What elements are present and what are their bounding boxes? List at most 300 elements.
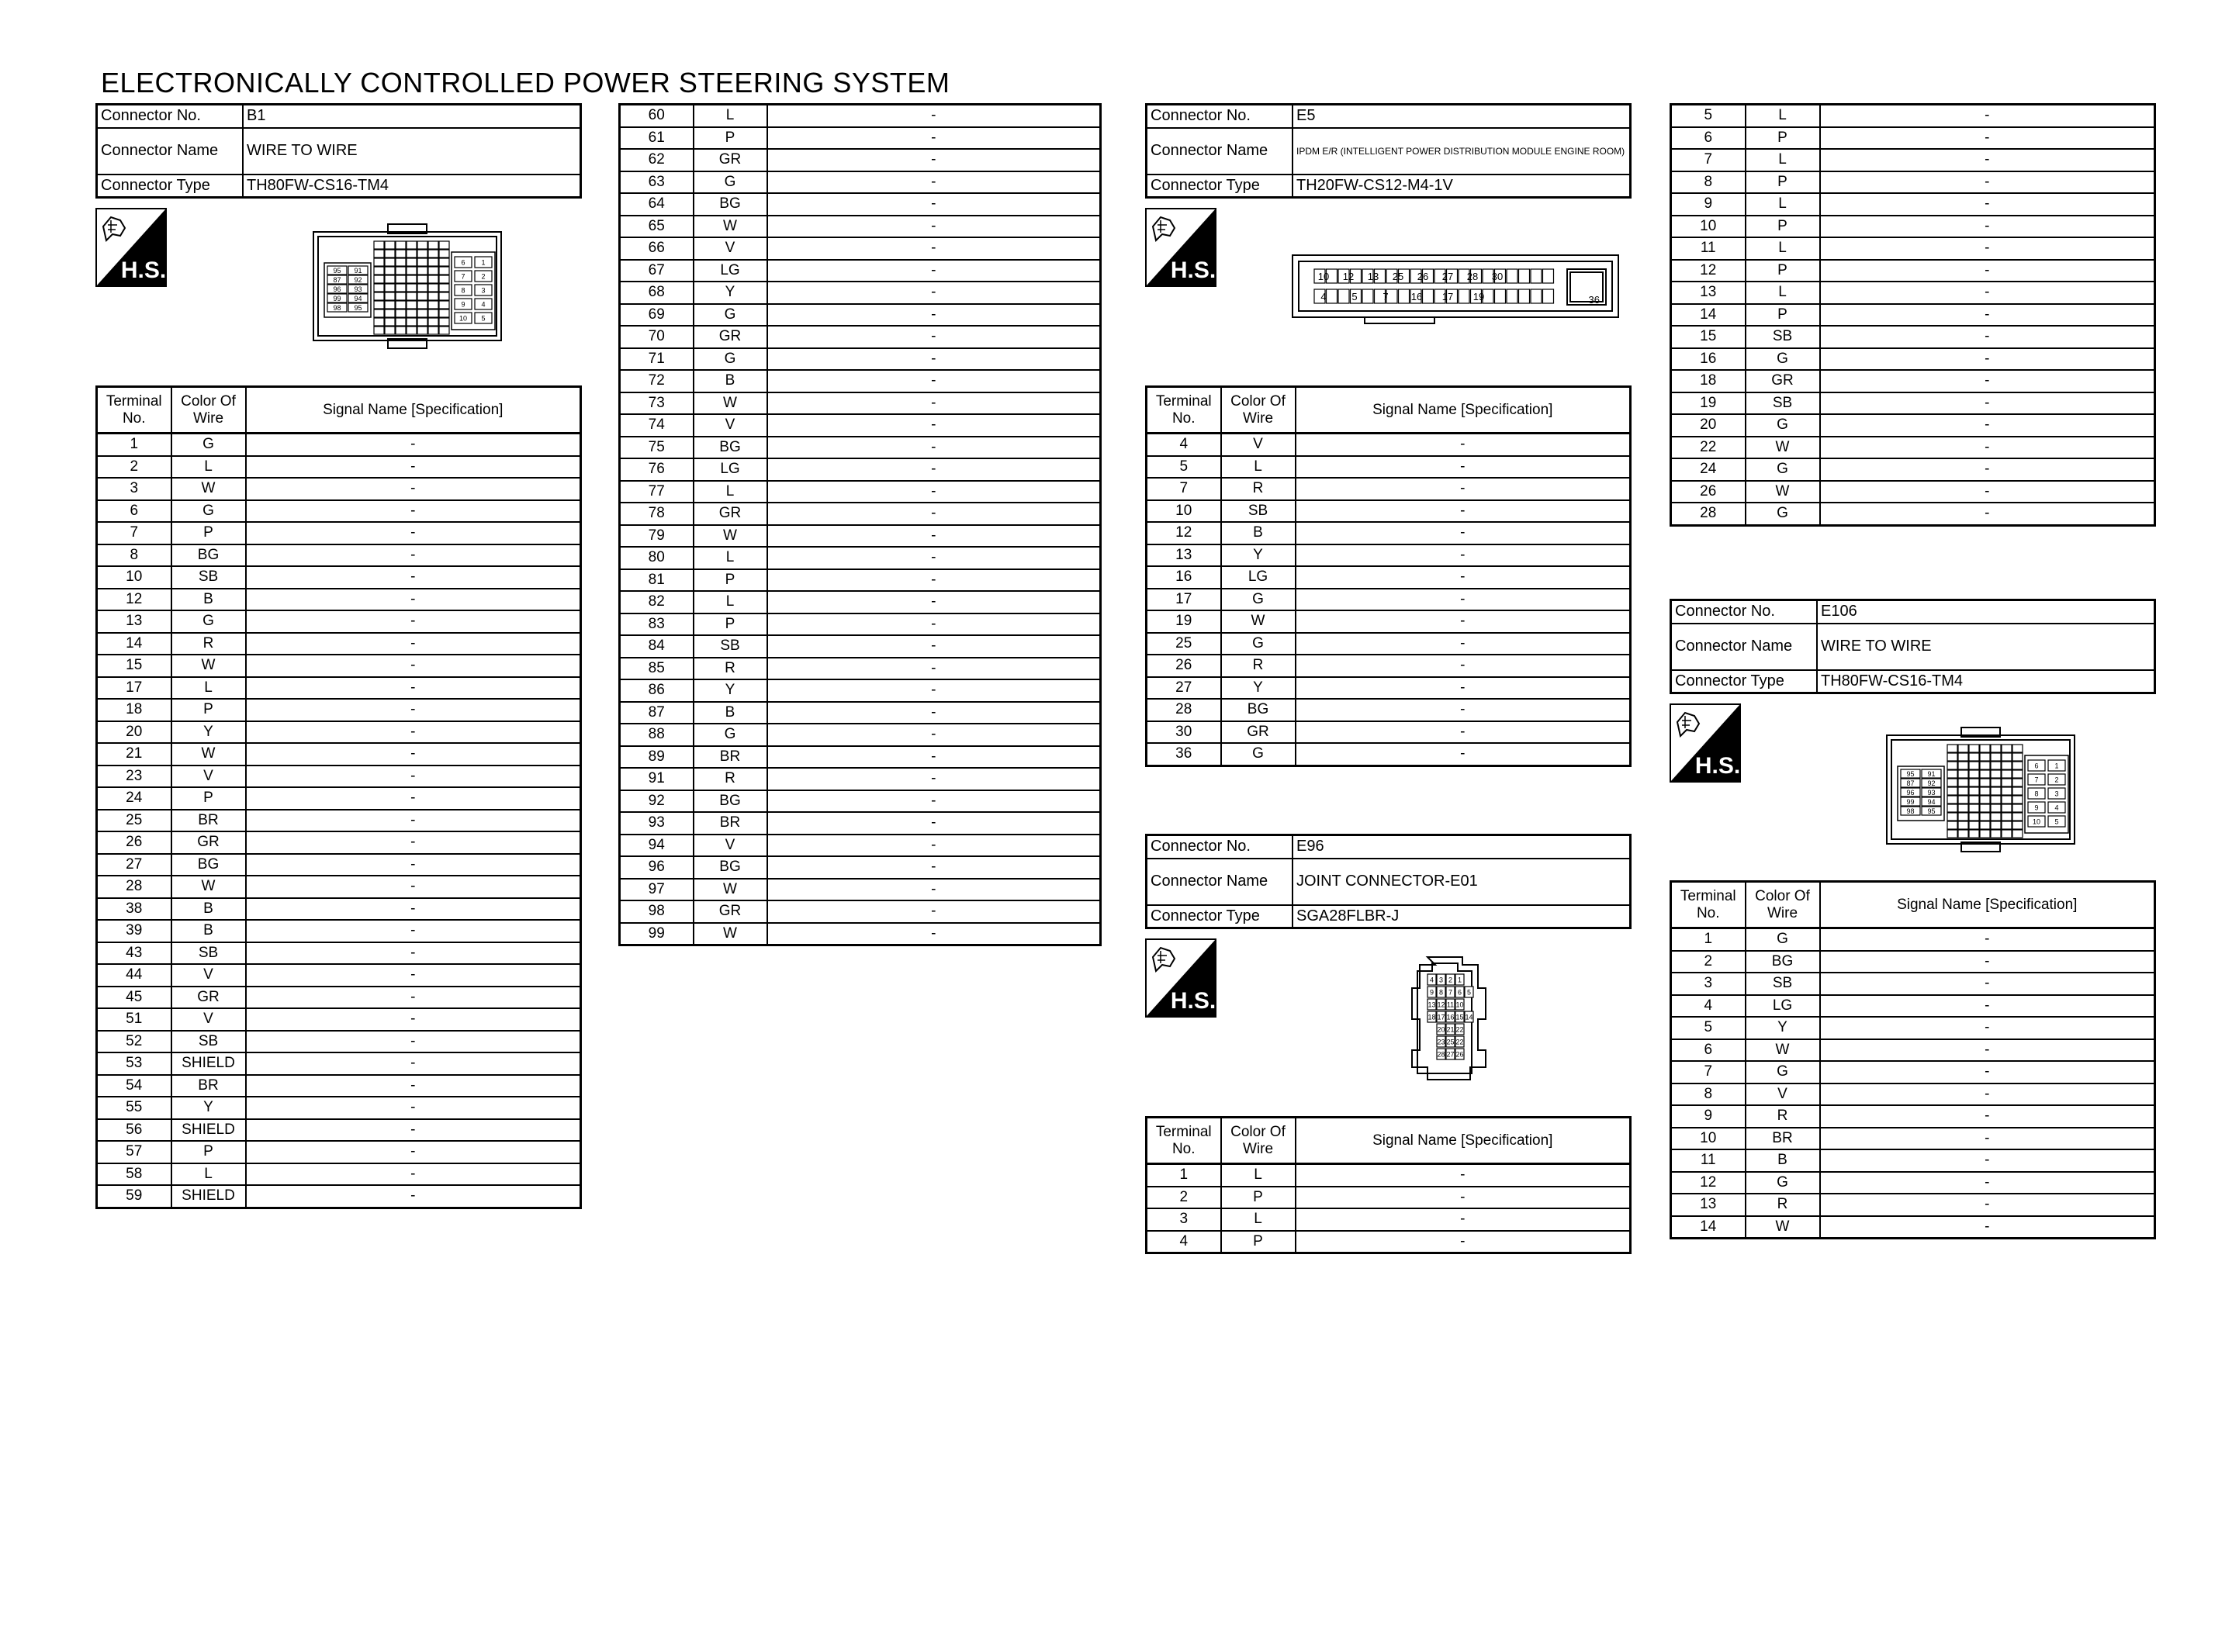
signal-name: - [246, 500, 581, 523]
pin-label: 8 [1438, 988, 1444, 997]
pin-cell [1947, 762, 1957, 769]
table-row [620, 370, 1101, 392]
terminal-no: 19 [1671, 392, 1746, 415]
pin-label: 96 [1906, 789, 1915, 797]
pin-label: 87 [333, 276, 341, 284]
pin-label: 95 [333, 267, 341, 275]
wire-color: GR [1746, 370, 1820, 392]
signal-name: - [1820, 437, 2155, 459]
connector-type-value: TH20FW-CS12-M4-1V [1293, 175, 1631, 198]
pin-cell [1991, 804, 2001, 812]
color-of-wire-header: Color Of Wire [171, 387, 246, 434]
pin-cell [2002, 762, 2012, 769]
pin-cell [385, 309, 395, 317]
pin-cell [1991, 762, 2001, 769]
table-row [1147, 500, 1631, 523]
pin-label: 95 [354, 304, 362, 312]
pin-cell [1969, 796, 1979, 804]
terminal-no: 14 [97, 633, 171, 655]
connector-no-label: Connector No. [1147, 835, 1293, 859]
signal-name: - [1296, 633, 1631, 655]
wire-color: BG [694, 437, 767, 459]
pin-label: 13 [1367, 271, 1379, 282]
pin-label: 5 [1466, 988, 1472, 997]
wire-color: G [171, 610, 246, 633]
pin-cell [1969, 804, 1979, 812]
signal-name: - [246, 589, 581, 611]
pin-cell [407, 318, 417, 326]
signal-name: - [1820, 995, 2155, 1018]
connector-no-value: E106 [1817, 600, 2155, 624]
table-row [620, 547, 1101, 569]
terminal-no: 7 [1671, 149, 1746, 171]
pin-cell [2012, 779, 2023, 786]
terminal-no: 5 [1147, 456, 1221, 479]
pin-cell [385, 292, 395, 300]
terminal-table-e96 [1145, 1116, 1632, 1254]
pin-cell [1969, 745, 1979, 752]
table-row [97, 964, 581, 987]
wire-color: GR [1221, 721, 1296, 744]
wire-color: W [171, 478, 246, 500]
table-row [97, 787, 581, 810]
signal-name: - [767, 193, 1101, 216]
pin-cell [1531, 289, 1542, 303]
signal-name: - [767, 525, 1101, 548]
signal-name: - [767, 127, 1101, 150]
terminal-no: 16 [1671, 348, 1746, 371]
wire-color: Y [694, 282, 767, 304]
signal-name: - [246, 920, 581, 942]
signal-name: - [1820, 928, 2155, 951]
pin-block-left [1898, 766, 1944, 821]
terminal-no: 6 [97, 500, 171, 523]
wire-color: BG [1746, 951, 1820, 973]
signal-name: - [1296, 522, 1631, 544]
pin-cell [1980, 787, 1990, 795]
terminal-no: 27 [1147, 677, 1221, 700]
pin-cell [385, 267, 395, 275]
pin-label: 27 [1441, 271, 1454, 282]
signal-name: - [246, 787, 581, 810]
wire-color: SB [171, 566, 246, 589]
connector-type-value: TH80FW-CS16-TM4 [243, 175, 581, 198]
table-row [97, 434, 581, 456]
terminal-no: 58 [97, 1163, 171, 1186]
pin-cell [374, 267, 384, 275]
signal-name: - [767, 458, 1101, 481]
wire-color: G [1221, 589, 1296, 611]
terminal-no: 3 [1671, 973, 1746, 995]
wire-color: BG [1221, 699, 1296, 721]
pin-cell [1980, 779, 1990, 786]
table-row [620, 525, 1101, 548]
wire-color: P [1746, 216, 1820, 238]
pin-cell [396, 250, 406, 257]
pin-label: 2 [481, 272, 486, 281]
table-row [1671, 1128, 2155, 1150]
wire-color: Y [694, 679, 767, 702]
signal-name: - [246, 1141, 581, 1163]
terminal-no: 12 [1671, 260, 1746, 282]
wire-color: SB [1746, 392, 1820, 415]
pin-label: 9 [461, 300, 465, 309]
wire-color: LG [1221, 566, 1296, 589]
pin-label: 4 [481, 300, 486, 309]
signal-name: - [1296, 677, 1631, 700]
signal-name: - [1820, 1039, 2155, 1062]
pin-cell [2012, 813, 2023, 821]
terminal-no: 64 [620, 193, 694, 216]
pin-cell [428, 284, 438, 292]
pin-label: 95 [1906, 770, 1915, 778]
signal-name: - [1820, 370, 2155, 392]
signal-name: - [246, 942, 581, 965]
table-row [1671, 414, 2155, 437]
terminal-no: 82 [620, 591, 694, 613]
table-row [620, 481, 1101, 503]
connector-name-value: IPDM E/R (INTELLIGENT POWER DISTRIBUTION MODULE ENGINE ROOM) [1293, 128, 1631, 175]
wire-color: BR [1746, 1128, 1820, 1150]
pin-cell [2012, 762, 2023, 769]
table-row [97, 743, 581, 766]
pin-cell [1519, 289, 1530, 303]
terminal-no: 10 [1147, 500, 1221, 523]
connector-info-e96 [1145, 834, 1632, 929]
signal-name: - [246, 1185, 581, 1208]
table-row [620, 304, 1101, 327]
pin-cell [2002, 753, 2012, 761]
signal-name: - [1820, 1083, 2155, 1106]
pin-cell [396, 275, 406, 283]
pin-label: 14 [1465, 1013, 1473, 1021]
connector-face-e106 [1884, 724, 2078, 856]
page-title: ELECTRONICALLY CONTROLLED POWER STEERING SYSTEM [101, 67, 950, 98]
pin-cell [396, 318, 406, 326]
table-row [1671, 392, 2155, 415]
pin-cell [385, 284, 395, 292]
terminal-no: 6 [1671, 1039, 1746, 1062]
table-row [620, 171, 1101, 194]
pin-cell [417, 327, 427, 334]
table-row [620, 591, 1101, 613]
wire-color: W [1746, 437, 1820, 459]
signal-name: - [1296, 655, 1631, 677]
terminal-no: 28 [1671, 503, 1746, 525]
pin-label: 22 [1455, 1038, 1464, 1046]
pin-cell [1980, 770, 1990, 778]
terminal-no: 26 [1671, 481, 1746, 503]
wire-color: LG [694, 260, 767, 282]
signal-name: - [1820, 216, 2155, 238]
wire-color: SB [694, 635, 767, 658]
pin-cell [1958, 821, 1968, 829]
signal-name: - [1296, 721, 1631, 744]
signal-name: - [1820, 414, 2155, 437]
wire-color: G [1746, 928, 1820, 951]
wire-color: V [171, 1008, 246, 1031]
wire-color: R [171, 633, 246, 655]
terminal-no: 78 [620, 503, 694, 525]
pin-label: 93 [354, 285, 362, 293]
signal-name: - [246, 478, 581, 500]
pin-label: 28 [1437, 1050, 1445, 1059]
pin-label: 2 [1448, 976, 1453, 984]
pin-label: 16 [1446, 1013, 1455, 1021]
pin-cell [1991, 770, 2001, 778]
terminal-table-e5 [1145, 385, 1632, 767]
pin-cell [1947, 770, 1957, 778]
table-row [97, 1163, 581, 1186]
pin-label: 18 [1427, 1013, 1436, 1021]
terminal-no: 83 [620, 613, 694, 636]
table-row [620, 193, 1101, 216]
wire-color: BR [694, 812, 767, 835]
pin-label: 28 [1466, 271, 1479, 282]
connector-no-value: B1 [243, 105, 581, 128]
pin-label: 6 [461, 258, 465, 267]
pin-label: 26 [1417, 271, 1429, 282]
signal-name: - [1296, 589, 1631, 611]
pin-label: 2 [2054, 776, 2059, 784]
terminal-no: 4 [1671, 995, 1746, 1018]
table-row [97, 500, 581, 523]
wire-color: BR [171, 1075, 246, 1097]
wire-color: L [1221, 1164, 1296, 1187]
pin-cell [407, 292, 417, 300]
pin-cell [439, 258, 449, 266]
table-row [1671, 951, 2155, 973]
terminal-no: 14 [1671, 304, 1746, 327]
signal-name: - [767, 746, 1101, 769]
pin-cell [2012, 745, 2023, 752]
terminal-no: 10 [97, 566, 171, 589]
terminal-no: 97 [620, 879, 694, 901]
wire-color: SHIELD [171, 1185, 246, 1208]
pin-cell [2012, 796, 2023, 804]
terminal-no: 9 [1671, 193, 1746, 216]
signal-name: - [767, 879, 1101, 901]
pin-cell [2002, 745, 2012, 752]
pin-cell [1980, 745, 1990, 752]
connector-name-label: Connector Name [1147, 128, 1293, 175]
table-row [620, 569, 1101, 592]
signal-name: - [246, 1052, 581, 1075]
terminal-no: 54 [97, 1075, 171, 1097]
terminal-no: 87 [620, 702, 694, 724]
terminal-no: 13 [1147, 544, 1221, 567]
signal-name: - [246, 1031, 581, 1053]
pin-cell [407, 309, 417, 317]
wire-color: W [171, 743, 246, 766]
terminal-no: 3 [1147, 1208, 1221, 1231]
signal-name: - [1296, 610, 1631, 633]
signal-name: - [1296, 743, 1631, 766]
signal-name: - [1820, 127, 2155, 150]
wire-color: R [1221, 478, 1296, 500]
connector-name-label: Connector Name [1671, 624, 1818, 670]
terminal-no-header: Terminal No. [97, 387, 171, 434]
terminal-no: 51 [97, 1008, 171, 1031]
pin-label: 10 [459, 314, 468, 323]
pin-cell [1980, 796, 1990, 804]
wire-color: B [171, 898, 246, 921]
wire-color: SB [1746, 326, 1820, 348]
wire-color: BG [694, 193, 767, 216]
signal-name: - [767, 370, 1101, 392]
terminal-no-header: Terminal No. [1671, 882, 1746, 928]
pin-cell [407, 250, 417, 257]
pin-cell [417, 250, 427, 257]
table-row [620, 856, 1101, 879]
pin-label: 15 [1455, 1013, 1464, 1021]
wire-color: G [1746, 414, 1820, 437]
pin-cell [428, 309, 438, 317]
terminal-no: 53 [97, 1052, 171, 1075]
connector-type-label: Connector Type [97, 175, 244, 198]
connector-name-label: Connector Name [1147, 859, 1293, 905]
terminal-no: 56 [97, 1119, 171, 1142]
terminal-no: 7 [97, 522, 171, 544]
wire-color: LG [1746, 995, 1820, 1018]
signal-name: - [1820, 149, 2155, 171]
pin-cell [385, 301, 395, 309]
terminal-no: 99 [620, 923, 694, 945]
table-row [620, 503, 1101, 525]
terminal-no: 4 [1147, 434, 1221, 456]
pin-cell [439, 241, 449, 249]
wire-color: P [171, 1141, 246, 1163]
signal-name: - [767, 702, 1101, 724]
terminal-no: 2 [1671, 951, 1746, 973]
pin-cell [396, 241, 406, 249]
wire-color: G [1746, 1172, 1820, 1194]
pin-cell [439, 327, 449, 334]
signal-name: - [1296, 1208, 1631, 1231]
terminal-table-e106 [1670, 880, 2156, 1239]
connector-name-label: Connector Name [97, 128, 244, 175]
pin-label: 36 [1588, 294, 1600, 306]
signal-name: - [246, 964, 581, 987]
signal-name-header: Signal Name [Specification] [1820, 882, 2155, 928]
pin-cell [1958, 787, 1968, 795]
wire-color: G [171, 500, 246, 523]
table-row [620, 437, 1101, 459]
table-row [620, 835, 1101, 857]
pin-label: 92 [354, 276, 362, 284]
pin-label: 22 [1455, 1025, 1464, 1034]
wire-color: P [1746, 127, 1820, 150]
pin-cell [385, 250, 395, 257]
pin-cell [407, 267, 417, 275]
pin-label: 6 [2034, 762, 2039, 770]
pin-label: 98 [333, 304, 341, 312]
terminal-no: 36 [1147, 743, 1221, 766]
table-row [1147, 743, 1631, 766]
connector-info-e106 [1670, 599, 2156, 694]
table-row [620, 260, 1101, 282]
pin-label: 1 [1457, 976, 1462, 984]
signal-name: - [767, 591, 1101, 613]
terminal-no: 4 [1147, 1231, 1221, 1253]
terminal-no: 75 [620, 437, 694, 459]
terminal-no: 81 [620, 569, 694, 592]
pin-cell [1969, 753, 1979, 761]
signal-name: - [767, 348, 1101, 371]
pin-cell [1531, 269, 1542, 283]
wire-color: W [1221, 610, 1296, 633]
wire-color: R [694, 768, 767, 790]
table-row [97, 1008, 581, 1031]
wire-color: R [1746, 1194, 1820, 1216]
terminal-no: 8 [1671, 171, 1746, 194]
pin-cell [1459, 289, 1469, 303]
pin-cell [407, 327, 417, 334]
pin-cell [1423, 289, 1434, 303]
pin-cell [417, 258, 427, 266]
table-row [620, 127, 1101, 150]
connector-name-value: JOINT CONNECTOR-E01 [1293, 859, 1631, 905]
pin-label: 12 [1437, 1001, 1445, 1009]
table-row [97, 478, 581, 500]
table-row [620, 237, 1101, 260]
wire-color: GR [694, 503, 767, 525]
wire-color: L [171, 456, 246, 479]
pin-cell [1969, 770, 1979, 778]
pin-label: 91 [1927, 770, 1936, 778]
table-row [1147, 478, 1631, 500]
pin-label: 11 [1446, 1001, 1455, 1009]
pin-cell [2012, 821, 2023, 829]
table-row [97, 721, 581, 744]
wire-color: GR [171, 831, 246, 854]
pin-cell [396, 301, 406, 309]
signal-name: - [767, 635, 1101, 658]
signal-name: - [246, 1163, 581, 1186]
table-row [620, 746, 1101, 769]
signal-name: - [246, 566, 581, 589]
signal-name: - [246, 456, 581, 479]
wire-color: L [171, 677, 246, 700]
terminal-no: 8 [97, 544, 171, 567]
pin-cell [1980, 753, 1990, 761]
wire-color: GR [171, 987, 246, 1009]
pin-cell [439, 292, 449, 300]
signal-name: - [246, 1008, 581, 1031]
terminal-no: 15 [97, 655, 171, 677]
pin-cell [417, 309, 427, 317]
wire-color: LG [694, 458, 767, 481]
pin-cell [428, 267, 438, 275]
pin-cell [417, 267, 427, 275]
signal-name: - [246, 1075, 581, 1097]
table-row [97, 633, 581, 655]
terminal-no: 74 [620, 414, 694, 437]
pin-cell [417, 318, 427, 326]
table-row [1671, 1105, 2155, 1128]
pin-grid [1314, 269, 1554, 303]
terminal-no: 13 [1671, 282, 1746, 304]
table-row [1671, 326, 2155, 348]
pin-cell [396, 309, 406, 317]
terminal-no: 11 [1671, 1149, 1746, 1172]
table-row [97, 1185, 581, 1208]
table-row [97, 831, 581, 854]
wire-color: P [1221, 1231, 1296, 1253]
pin-cell [1980, 804, 1990, 812]
signal-name: - [1820, 1194, 2155, 1216]
table-row [1147, 1231, 1631, 1253]
